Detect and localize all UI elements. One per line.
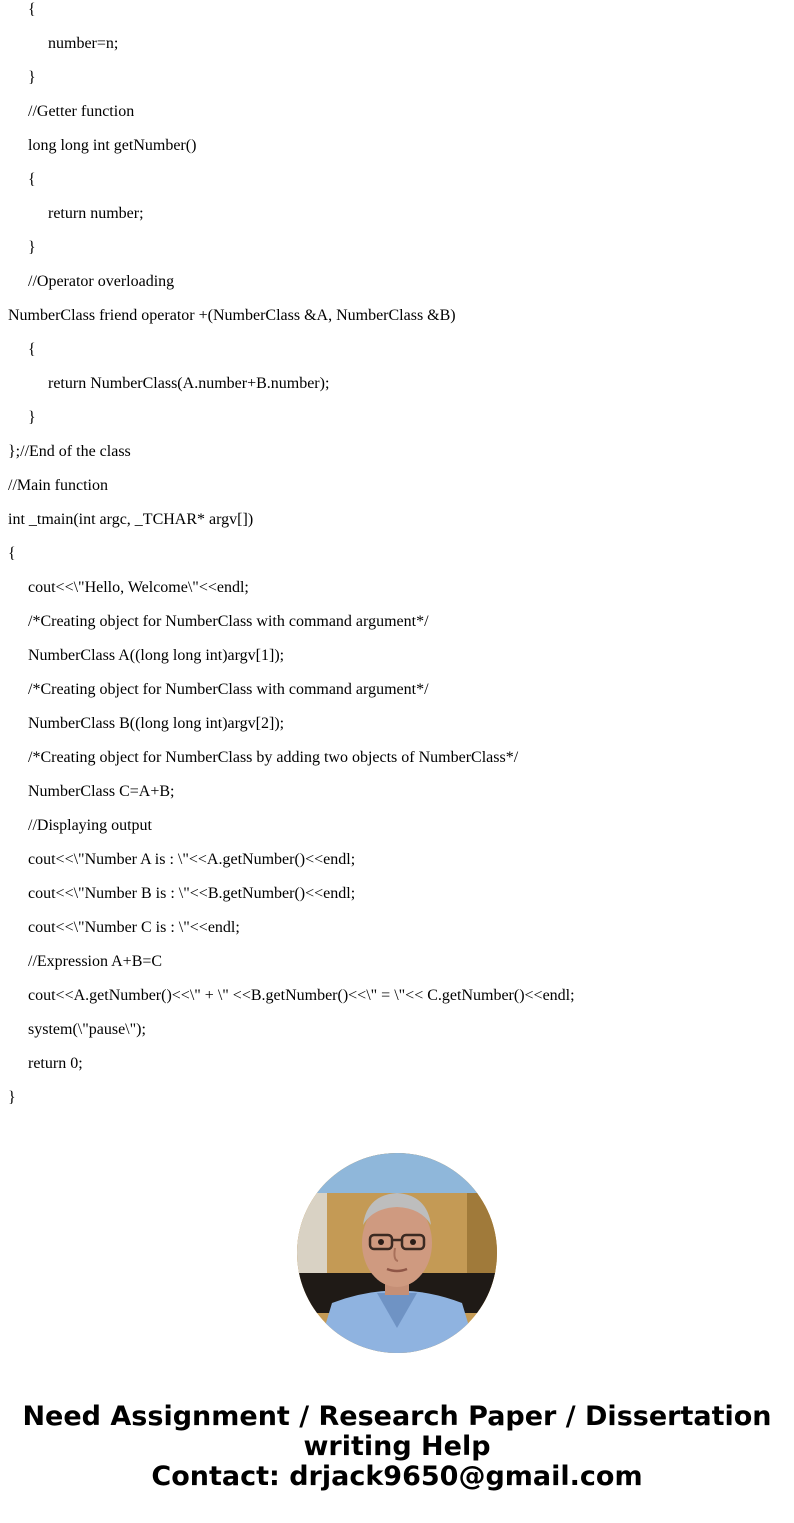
code-line: //Main function	[8, 477, 108, 494]
code-line: number=n;	[48, 35, 119, 52]
code-line: cout<<A.getNumber()<<\" + \" <<B.getNumber()<<\" = \"<< C.getNumber()<<endl;	[28, 987, 575, 1004]
code-line: cout<<\"Hello, Welcome\"<<endl;	[28, 579, 249, 596]
code-line: }	[8, 1089, 16, 1106]
code-line: long long int getNumber()	[28, 137, 197, 154]
code-line: {	[28, 1, 36, 18]
code-line: NumberClass A((long long int)argv[1]);	[28, 647, 285, 664]
code-line: return number;	[48, 205, 144, 222]
code-line: cout<<\"Number C is : \"<<endl;	[28, 919, 240, 936]
code-line: cout<<\"Number A is : \"<<A.getNumber()<<endl;	[28, 851, 356, 868]
code-line: /*Creating object for NumberClass with command argument*/	[28, 681, 429, 698]
author-avatar	[297, 1153, 497, 1353]
code-line: return 0;	[28, 1055, 83, 1072]
code-line: //Expression A+B=C	[28, 953, 163, 970]
code-line: };//End of the class	[8, 443, 131, 460]
code-line: //Displaying output	[28, 817, 152, 834]
footer-line-2: writing Help	[303, 1431, 491, 1462]
code-line: cout<<\"Number B is : \"<<B.getNumber()<<endl;	[28, 885, 356, 902]
code-line: NumberClass B((long long int)argv[2]);	[28, 715, 285, 732]
code-line: {	[28, 171, 36, 188]
code-line: int _tmain(int argc, _TCHAR* argv[])	[8, 511, 254, 528]
code-line: //Getter function	[28, 103, 135, 120]
code-line: }	[28, 69, 36, 86]
code-line: {	[8, 545, 16, 562]
code-line: NumberClass C=A+B;	[28, 783, 175, 800]
footer-line-1: Need Assignment / Research Paper / Dissertation	[22, 1401, 772, 1432]
code-line: /*Creating object for NumberClass by adding two objects of NumberClass*/	[28, 749, 519, 766]
code-line: }	[28, 409, 36, 426]
code-line: return NumberClass(A.number+B.number);	[48, 375, 330, 392]
code-line: }	[28, 239, 36, 256]
code-line: {	[28, 341, 36, 358]
code-line: system(\"pause\");	[28, 1021, 146, 1038]
code-line: NumberClass friend operator +(NumberClass &A, NumberClass &B)	[8, 307, 456, 324]
footer-line-3: Contact: drjack9650@gmail.com	[151, 1461, 643, 1492]
code-line: //Operator overloading	[28, 273, 175, 290]
footer-contact	[0, 1402, 794, 1492]
code-line: /*Creating object for NumberClass with command argument*/	[28, 613, 429, 630]
